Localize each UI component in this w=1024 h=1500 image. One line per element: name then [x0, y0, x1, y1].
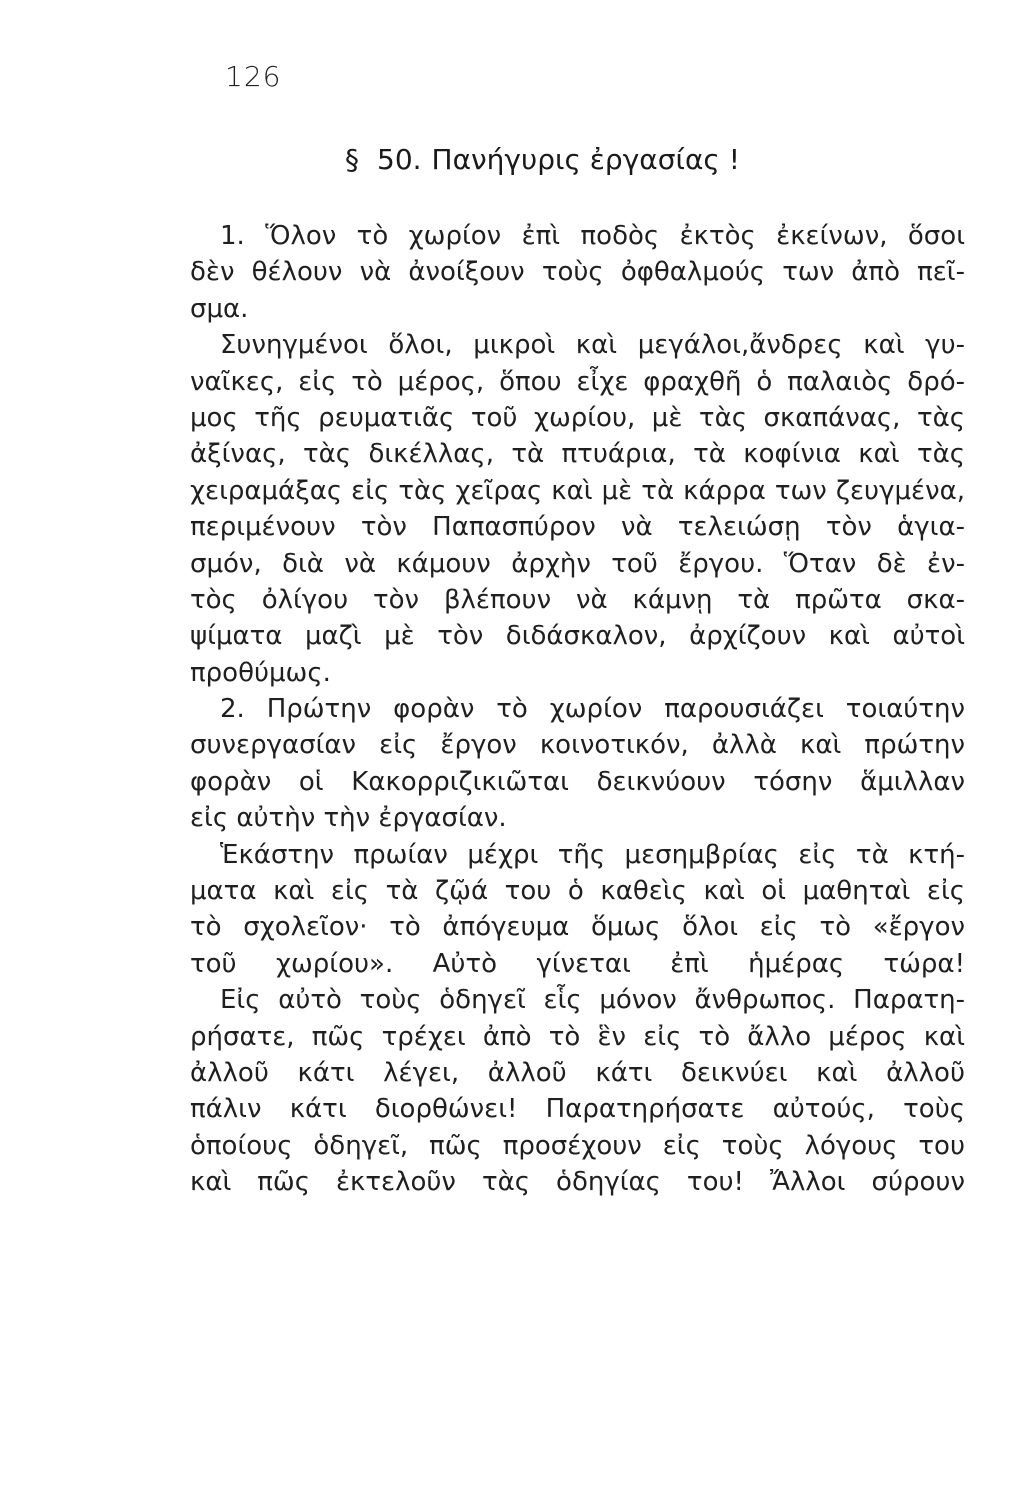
text-line: δὲν θέλουν νὰ ἀνοίξουν τοὺς ὀφθαλμούς των ἀπὸ πεῖ- [190, 257, 965, 288]
body-text [190, 218, 965, 1201]
text-line: χειραμάξας εἰς τὰς χεῖρας καὶ μὲ τὰ κάρρα των ζευγμένα, [190, 475, 965, 506]
text-line: καὶ πῶς ἐκτελοῦν τὰς ὁδηγίας του! Ἄλλοι σύρουν [190, 1167, 965, 1198]
text-line: συνεργασίαν εἰς ἔργον κοινοτικόν, ἀλλὰ καὶ πρώτην [190, 730, 965, 761]
section-symbol: § [345, 143, 359, 176]
section-heading [345, 143, 740, 176]
text-line: Εἰς αὐτὸ τοὺς ὁδηγεῖ εἷς μόνον ἄνθρωπος. Παρατη- [220, 985, 965, 1016]
text-line: μος τῆς ρευματιᾶς τοῦ χωρίου, μὲ τὰς σκαπάνας, τὰς [190, 402, 965, 433]
text-line: Ἑκάστην πρωίαν μέχρι τῆς μεσημβρίας εἰς τὰ κτή- [220, 839, 965, 870]
text-line: φορὰν οἱ Κακορριζικιῶται δεικνύουν τόσην ἅμιλλαν [190, 766, 965, 797]
text-line: ψίματα μαζὶ μὲ τὸν διδάσκαλον, ἀρχίζουν καὶ αὐτοὶ [190, 621, 965, 652]
text-line: ὁποίους ὁδηγεῖ, πῶς προσέχουν εἰς τοὺς λόγους του [190, 1130, 965, 1161]
text-line: ναῖκες, εἰς τὸ μέρος, ὅπου εἶχε φραχθῆ ὁ παλαιὸς δρό- [190, 366, 965, 397]
text-line: τοῦ χωρίου». Αὐτὸ γίνεται ἐπὶ ἡμέρας τώρα! [190, 948, 965, 979]
section-number: 50. [377, 143, 422, 176]
text-line: τὸς ὀλίγου τὸν βλέπουν νὰ κάμνῃ τὰ πρῶτα σκα- [190, 584, 965, 615]
text-line: Συνηγμένοι ὅλοι, μικροὶ καὶ μεγάλοι,ἄνδρες καὶ γυ- [220, 330, 965, 361]
text-line: ἀλλοῦ κάτι λέγει, ἀλλοῦ κάτι δεικνύει καὶ ἀλλοῦ [190, 1057, 965, 1088]
text-line: σμα. [190, 293, 249, 324]
section-title: Πανήγυρις ἐργασίας ! [431, 143, 740, 176]
text-line: ρήσατε, πῶς τρέχει ἀπὸ τὸ ἓν εἰς τὸ ἄλλο μέρος καὶ [190, 1021, 965, 1052]
text-line: ἀξίνας, τὰς δικέλλας, τὰ πτυάρια, τὰ κοφίνια καὶ τὰς [190, 439, 965, 470]
text-line: εἰς αὐτὴν τὴν ἐργασίαν. [190, 803, 507, 834]
text-line: σμόν, διὰ νὰ κάμουν ἀρχὴν τοῦ ἔργου. Ὅταν δὲ ἐν- [190, 548, 965, 579]
text-line: τὸ σχολεῖον· τὸ ἀπόγευμα ὅμως ὅλοι εἰς τὸ «ἔργον [190, 912, 965, 943]
text-line: περιμένουν τὸν Παπασπύρον νὰ τελειώσῃ τὸν ἁγια- [190, 512, 965, 543]
text-line: 2. Πρώτην φορὰν τὸ χωρίον παρουσιάζει τοιαύτην [220, 694, 965, 725]
text-line: πάλιν κάτι διορθώνει! Παρατηρήσατε αὐτούς, τοὺς [190, 1094, 965, 1125]
text-line: ματα καὶ εἰς τὰ ζῷά του ὁ καθεὶς καὶ οἱ μαθηταὶ εἰς [190, 876, 965, 907]
text-line: προθύμως. [190, 657, 331, 688]
text-line: 1. Ὅλον τὸ χωρίον ἐπὶ ποδὸς ἐκτὸς ἐκείνων, ὅσοι [220, 221, 965, 251]
page-number: 126 [225, 60, 282, 93]
